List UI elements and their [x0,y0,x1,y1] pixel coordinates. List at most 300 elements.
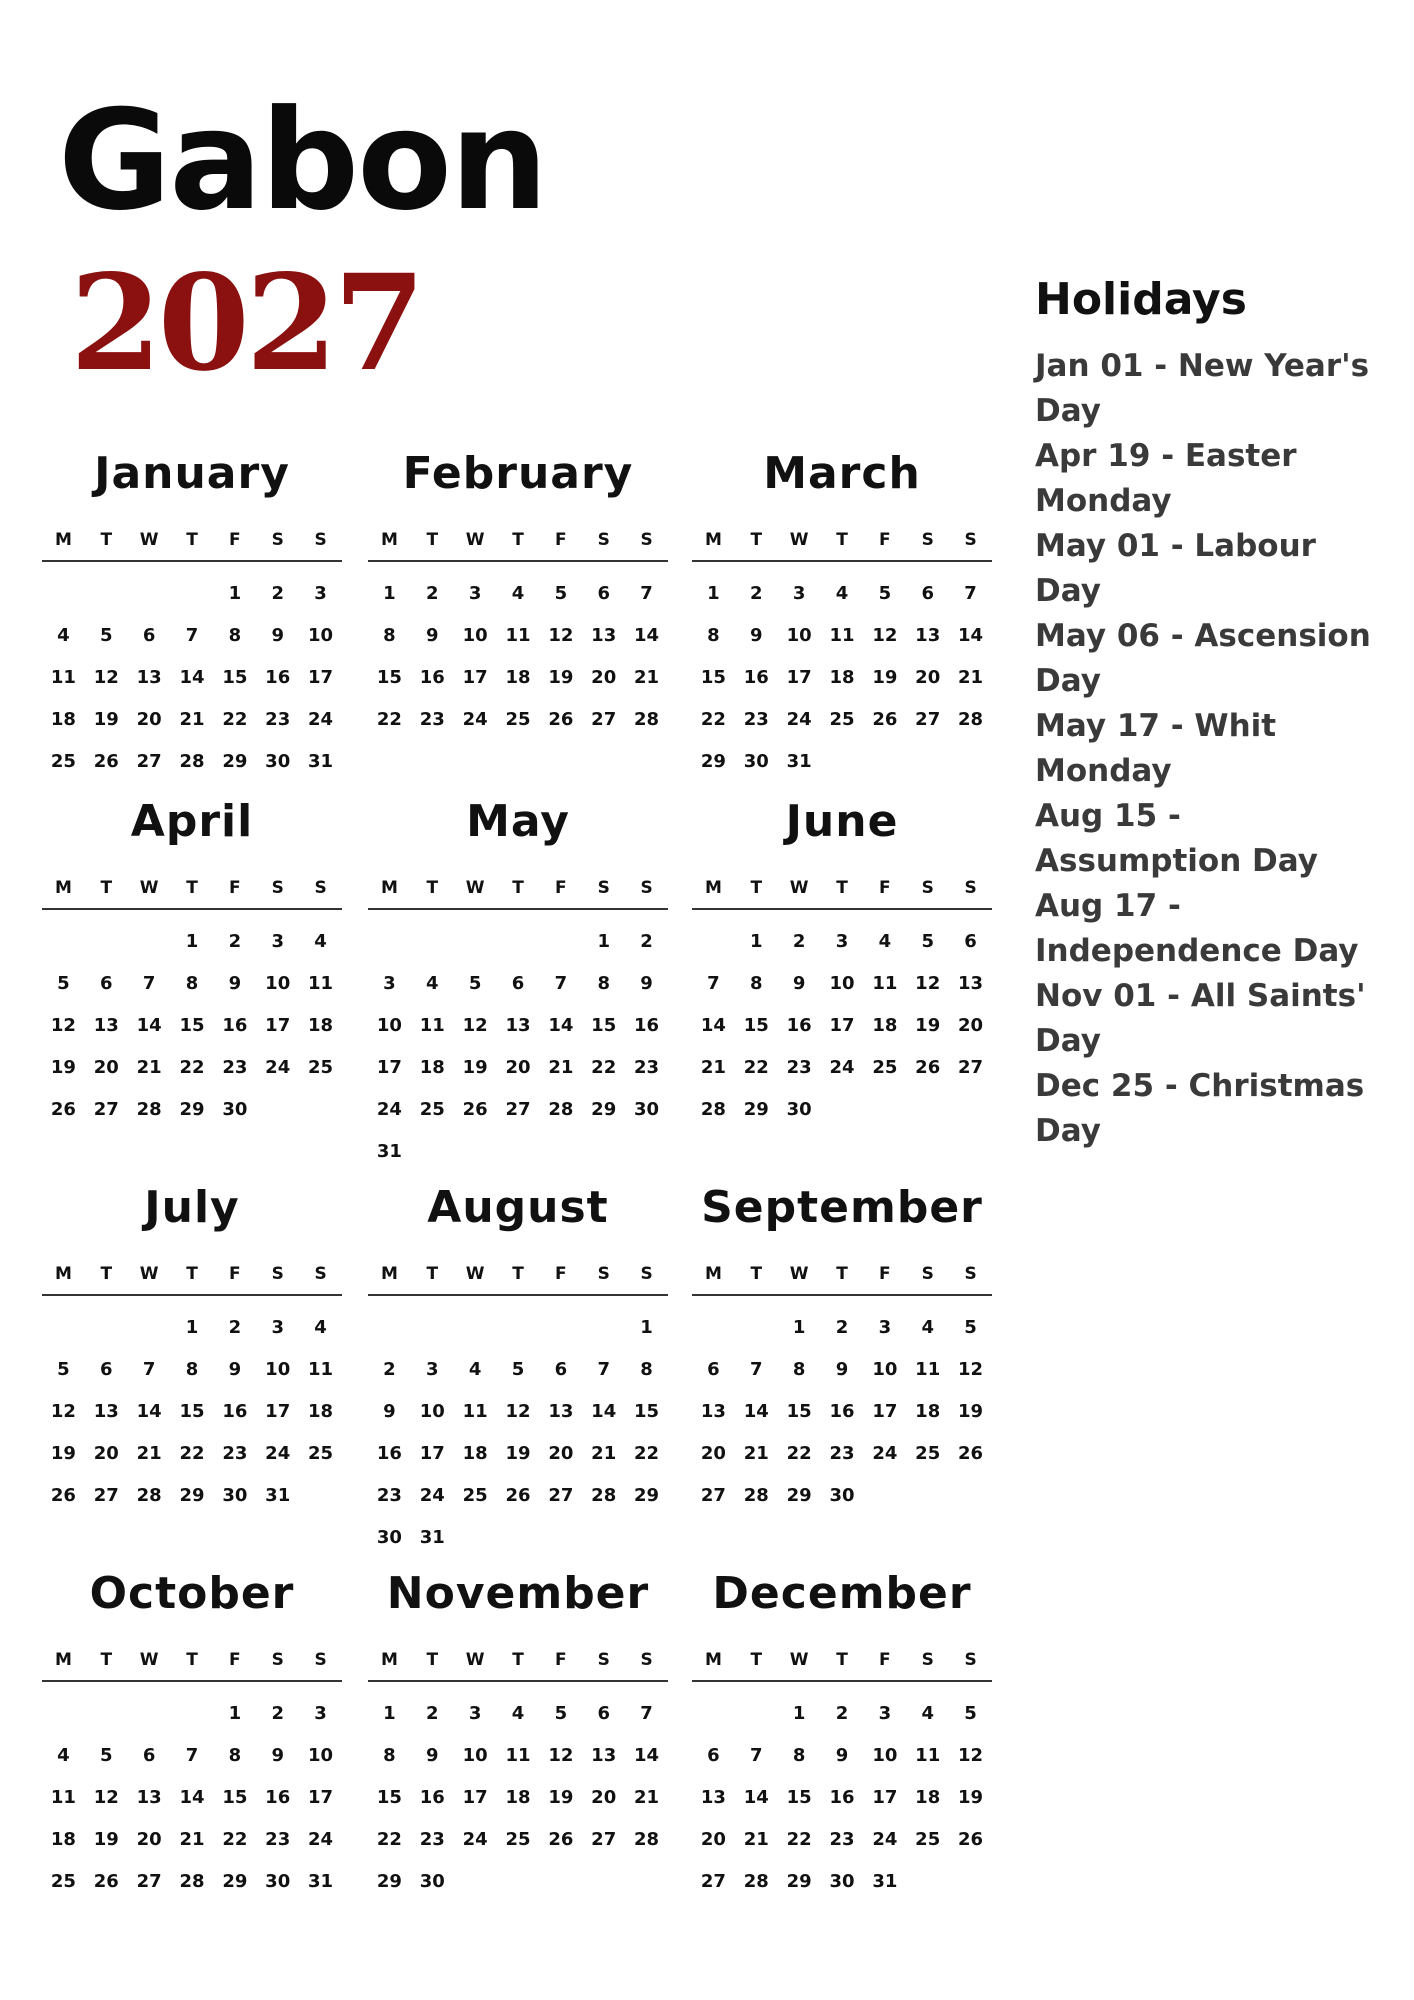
day-cell: 11 [505,1744,531,1766]
day-cell: 6 [597,582,610,604]
weekday-label: F [229,530,241,550]
day-cell: 21 [136,1442,162,1464]
day-grid [692,1306,992,1516]
day-cell: 16 [829,1400,855,1422]
day-cell: 10 [308,1744,334,1766]
weekday-label: S [964,530,977,550]
day-cell: 26 [93,1870,119,1892]
day-cell: 4 [468,1358,482,1380]
day-cell: 30 [222,1098,248,1120]
weekday-header [368,1650,668,1682]
day-cell: 18 [50,1828,76,1850]
day-cell: 2 [271,582,284,604]
day-cell: 22 [179,1442,205,1464]
day-cell: 1 [707,582,720,604]
weekday-label: W [465,1264,485,1284]
day-cell: 19 [872,666,898,688]
day-cell: 20 [136,1828,162,1850]
day-cell: 16 [222,1400,248,1422]
weekday-label: F [879,878,891,898]
day-cell: 26 [915,1056,941,1078]
day-cell: 23 [265,1828,291,1850]
day-cell: 22 [700,708,726,730]
weekday-label: W [139,530,159,550]
holiday-list [1035,344,1375,1154]
weekday-label: T [426,1650,439,1670]
day-cell: 9 [426,1744,439,1766]
day-cell: 15 [179,1400,205,1422]
month-february [368,448,668,740]
day-cell: 11 [829,624,855,646]
day-cell: 27 [548,1484,574,1506]
day-cell: 26 [958,1828,984,1850]
day-cell: 3 [468,1702,482,1724]
weekday-label: S [921,1264,934,1284]
day-cell: 5 [468,972,482,994]
day-cell: 11 [50,1786,76,1808]
day-cell: 20 [136,708,162,730]
month-name: February [402,448,634,499]
day-cell: 4 [314,1316,327,1338]
day-cell: 1 [228,582,242,604]
day-cell: 5 [921,930,934,952]
day-cell: 30 [265,1870,291,1892]
day-cell: 1 [640,1316,653,1338]
day-cell: 28 [634,1828,660,1850]
day-cell: 7 [597,1358,610,1380]
day-cell: 11 [915,1744,941,1766]
day-cell: 2 [228,1316,242,1338]
weekday-label: T [750,1650,763,1670]
weekday-label: W [465,878,485,898]
day-cell: 7 [640,582,653,604]
day-cell: 22 [743,1056,769,1078]
day-cell: 28 [179,1870,205,1892]
day-cell: 21 [136,1056,162,1078]
day-cell: 21 [958,666,984,688]
weekday-label: S [921,530,934,550]
day-cell: 4 [511,582,525,604]
weekday-label: M [380,530,398,550]
day-cell: 18 [829,666,855,688]
day-cell: 12 [548,624,574,646]
day-cell: 4 [835,582,849,604]
day-cell: 21 [743,1828,769,1850]
day-cell: 13 [591,624,617,646]
day-cell: 15 [634,1400,660,1422]
day-cell: 11 [50,666,76,688]
weekday-label: S [597,1264,610,1284]
day-cell: 14 [179,666,205,688]
holiday-item: May 01 - Labour Day [1035,528,1316,609]
day-cell: 8 [383,1744,396,1766]
day-cell: 19 [548,666,574,688]
weekday-label: F [879,1650,891,1670]
day-grid [692,572,992,782]
weekday-label: S [964,1650,977,1670]
day-cell: 31 [786,750,812,772]
day-cell: 19 [50,1442,76,1464]
day-cell: 8 [792,1744,806,1766]
day-cell: 26 [505,1484,531,1506]
day-cell: 21 [700,1056,726,1078]
day-cell: 14 [591,1400,617,1422]
day-cell: 23 [222,1442,248,1464]
day-cell: 2 [271,1702,284,1724]
day-cell: 29 [222,750,248,772]
day-cell: 10 [462,1744,488,1766]
day-cell: 8 [707,624,720,646]
day-cell: 11 [505,624,531,646]
day-cell: 20 [93,1442,119,1464]
day-grid [368,1306,668,1558]
year-title: 2027 [70,246,422,401]
day-cell: 16 [419,1786,445,1808]
day-cell: 25 [915,1828,941,1850]
month-november [368,1568,668,1902]
day-cell: 10 [376,1014,402,1036]
day-cell: 4 [921,1316,934,1338]
weekday-label: S [314,878,327,898]
day-cell: 11 [308,1358,334,1380]
day-cell: 18 [915,1786,941,1808]
day-cell: 12 [958,1358,984,1380]
day-cell: 23 [419,708,445,730]
day-cell: 1 [185,930,199,952]
day-cell: 7 [964,582,977,604]
day-cell: 1 [383,582,396,604]
day-cell: 13 [591,1744,617,1766]
day-cell: 24 [872,1442,898,1464]
day-cell: 20 [591,666,617,688]
day-cell: 12 [50,1014,76,1036]
day-cell: 25 [872,1056,898,1078]
day-cell: 13 [505,1014,531,1036]
day-cell: 4 [921,1702,934,1724]
day-cell: 9 [271,1744,284,1766]
weekday-header [368,1264,668,1296]
day-cell: 16 [222,1014,248,1036]
day-cell: 20 [958,1014,984,1036]
weekday-label: T [512,1650,524,1670]
day-cell: 24 [308,1828,334,1850]
day-cell: 27 [591,708,617,730]
month-august [368,1182,668,1558]
day-cell: 21 [179,708,205,730]
holiday-item: May 17 - Whit Monday [1035,708,1277,789]
day-cell: 28 [136,1098,162,1120]
day-cell: 14 [743,1786,769,1808]
day-cell: 26 [93,750,119,772]
weekday-label: S [271,1650,284,1670]
weekday-label: S [271,878,284,898]
weekday-label: M [54,530,72,550]
day-cell: 27 [591,1828,617,1850]
day-cell: 13 [93,1014,119,1036]
weekday-label: S [921,878,934,898]
day-cell: 28 [700,1098,726,1120]
weekday-label: T [836,878,848,898]
day-cell: 8 [792,1358,806,1380]
weekday-label: F [229,878,241,898]
weekday-label: T [512,530,524,550]
day-cell: 24 [829,1056,855,1078]
weekday-label: M [704,1650,722,1670]
day-cell: 9 [750,624,763,646]
month-may [368,796,668,1172]
day-cell: 3 [792,582,806,604]
day-cell: 31 [872,1870,898,1892]
day-cell: 18 [915,1400,941,1422]
day-cell: 29 [179,1098,205,1120]
day-cell: 11 [308,972,334,994]
weekday-label: T [426,878,439,898]
weekday-label: T [100,1650,113,1670]
day-cell: 29 [591,1098,617,1120]
day-cell: 13 [548,1400,574,1422]
day-cell: 22 [222,708,248,730]
day-grid [42,1306,342,1516]
day-cell: 31 [308,750,334,772]
day-cell: 24 [376,1098,402,1120]
weekday-label: S [921,1650,934,1670]
day-cell: 31 [308,1870,334,1892]
day-cell: 17 [786,666,812,688]
day-cell: 22 [591,1056,617,1078]
day-cell: 5 [511,1358,525,1380]
day-cell: 1 [750,930,763,952]
day-cell: 25 [915,1442,941,1464]
weekday-label: S [640,1650,653,1670]
day-cell: 6 [100,1358,113,1380]
weekday-label: M [704,1264,722,1284]
weekday-label: F [879,530,891,550]
day-cell: 29 [376,1870,402,1892]
day-cell: 29 [786,1484,812,1506]
day-cell: 21 [743,1442,769,1464]
day-cell: 12 [93,666,119,688]
day-grid [368,920,668,1172]
month-name: June [785,796,899,847]
day-cell: 21 [634,1786,660,1808]
day-cell: 9 [383,1400,396,1422]
weekday-label: M [380,1264,398,1284]
day-cell: 12 [915,972,941,994]
day-cell: 16 [265,1786,291,1808]
day-cell: 10 [265,1358,291,1380]
day-cell: 14 [743,1400,769,1422]
day-cell: 4 [426,972,439,994]
day-grid [368,572,668,740]
day-cell: 27 [93,1098,119,1120]
day-cell: 18 [308,1014,334,1036]
day-cell: 27 [915,708,941,730]
day-cell: 2 [383,1358,396,1380]
day-cell: 22 [786,1828,812,1850]
day-cell: 16 [265,666,291,688]
day-cell: 20 [700,1442,726,1464]
day-cell: 12 [548,1744,574,1766]
weekday-label: S [597,530,610,550]
day-cell: 25 [829,708,855,730]
day-cell: 9 [271,624,284,646]
day-cell: 24 [462,1828,488,1850]
weekday-label: S [597,1650,610,1670]
holidays-panel [1035,274,1375,1154]
day-cell: 24 [419,1484,445,1506]
day-cell: 8 [640,1358,653,1380]
day-cell: 17 [872,1400,898,1422]
day-cell: 8 [185,972,199,994]
day-cell: 31 [419,1526,445,1548]
day-cell: 9 [640,972,653,994]
day-cell: 15 [743,1014,769,1036]
weekday-label: T [100,530,113,550]
day-grid [42,572,342,782]
day-cell: 5 [964,1702,977,1724]
day-cell: 9 [228,1358,242,1380]
month-september [692,1182,992,1516]
day-cell: 11 [419,1014,445,1036]
day-cell: 19 [93,708,119,730]
day-cell: 8 [383,624,396,646]
weekday-label: S [640,1264,653,1284]
weekday-header [692,1650,992,1682]
day-cell: 13 [136,666,162,688]
weekday-label: M [380,1650,398,1670]
month-march [692,448,992,782]
day-cell: 13 [700,1786,726,1808]
day-cell: 10 [872,1744,898,1766]
day-cell: 26 [50,1484,76,1506]
day-cell: 13 [136,1786,162,1808]
day-cell: 17 [376,1056,402,1078]
weekday-header [692,878,992,910]
day-cell: 6 [707,1358,720,1380]
day-cell: 29 [222,1870,248,1892]
day-cell: 8 [597,972,610,994]
day-cell: 21 [179,1828,205,1850]
day-cell: 4 [511,1702,525,1724]
day-cell: 3 [271,930,284,952]
day-cell: 30 [376,1526,402,1548]
holiday-item: Apr 19 - Easter Monday [1035,438,1297,519]
weekday-label: T [186,1264,198,1284]
weekday-label: M [704,878,722,898]
day-cell: 27 [505,1098,531,1120]
day-cell: 9 [835,1744,849,1766]
day-cell: 3 [878,1702,892,1724]
holiday-item: Jan 01 - New Year's Day [1035,348,1370,429]
weekday-label: T [426,530,439,550]
weekday-label: T [512,1264,524,1284]
day-cell: 19 [50,1056,76,1078]
day-cell: 20 [548,1442,574,1464]
day-cell: 14 [634,624,660,646]
weekday-label: W [789,1650,809,1670]
day-cell: 15 [786,1400,812,1422]
day-cell: 28 [743,1870,769,1892]
weekday-header [42,1650,342,1682]
day-cell: 23 [419,1828,445,1850]
day-cell: 6 [554,1358,568,1380]
weekday-label: T [750,878,763,898]
day-cell: 25 [50,1870,76,1892]
day-cell: 11 [915,1358,941,1380]
day-cell: 1 [383,1702,396,1724]
day-cell: 4 [57,1744,70,1766]
weekday-label: F [555,530,567,550]
day-cell: 8 [228,1744,242,1766]
weekday-label: F [229,1650,241,1670]
day-cell: 16 [376,1442,402,1464]
day-cell: 17 [462,666,488,688]
day-cell: 9 [835,1358,849,1380]
day-cell: 2 [228,930,242,952]
day-cell: 18 [872,1014,898,1036]
day-cell: 28 [634,708,660,730]
country-title: Gabon [58,80,547,241]
weekday-label: M [54,1650,72,1670]
day-cell: 10 [786,624,812,646]
day-cell: 10 [419,1400,445,1422]
day-cell: 25 [505,708,531,730]
month-name: August [427,1182,609,1233]
day-cell: 10 [308,624,334,646]
day-cell: 23 [634,1056,660,1078]
day-cell: 1 [792,1702,806,1724]
weekday-label: T [750,530,763,550]
holiday-item: Nov 01 - All Saints' Day [1035,978,1366,1059]
day-cell: 15 [700,666,726,688]
day-cell: 18 [50,708,76,730]
day-cell: 30 [265,750,291,772]
day-cell: 18 [505,1786,531,1808]
day-cell: 14 [179,1786,205,1808]
day-cell: 18 [419,1056,445,1078]
day-cell: 23 [743,708,769,730]
day-cell: 5 [57,972,70,994]
day-cell: 16 [786,1014,812,1036]
day-cell: 23 [829,1442,855,1464]
weekday-label: W [789,878,809,898]
weekday-label: T [836,530,848,550]
day-cell: 29 [743,1098,769,1120]
day-cell: 24 [872,1828,898,1850]
day-cell: 30 [634,1098,660,1120]
weekday-label: S [271,1264,284,1284]
day-cell: 12 [958,1744,984,1766]
day-cell: 6 [100,972,113,994]
day-cell: 19 [915,1014,941,1036]
weekday-label: T [836,1264,848,1284]
day-cell: 7 [750,1358,763,1380]
day-cell: 13 [915,624,941,646]
month-name: October [89,1568,295,1619]
weekday-header [692,1264,992,1296]
day-grid [692,920,992,1130]
day-cell: 18 [505,666,531,688]
day-cell: 15 [786,1786,812,1808]
day-cell: 20 [505,1056,531,1078]
day-cell: 6 [707,1744,720,1766]
day-cell: 7 [142,972,156,994]
day-cell: 20 [93,1056,119,1078]
weekday-label: T [186,530,198,550]
day-cell: 8 [750,972,763,994]
weekday-label: W [465,530,485,550]
weekday-label: S [964,878,977,898]
